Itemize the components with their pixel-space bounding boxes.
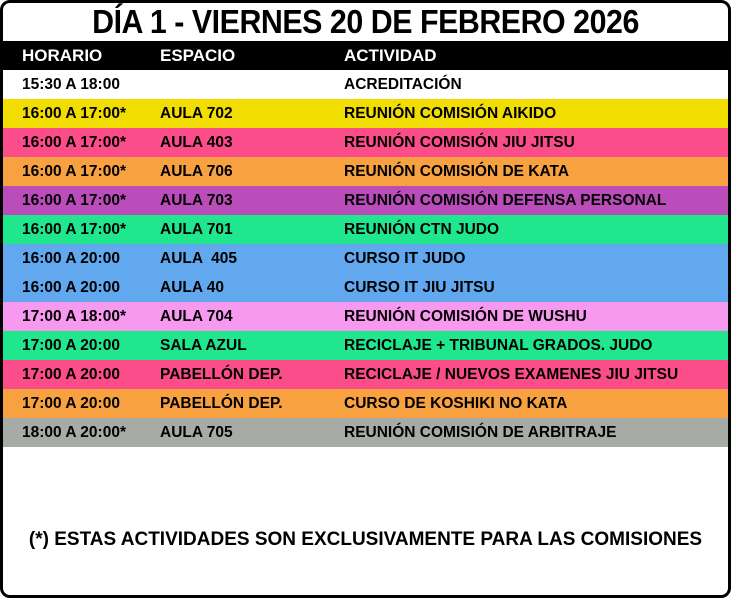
- cell-espacio: SALA AZUL: [160, 337, 247, 354]
- table-header: [3, 41, 728, 70]
- cell-horario: 17:00 A 20:00: [22, 395, 120, 412]
- cell-horario: 16:00 A 17:00*: [22, 221, 126, 238]
- cell-espacio: AULA 40: [160, 279, 225, 296]
- cell-espacio: AULA 403: [160, 134, 233, 151]
- cell-espacio: AULA 705: [160, 424, 233, 441]
- table-row: [3, 302, 728, 331]
- cell-horario: 18:00 A 20:00*: [22, 424, 126, 441]
- cell-actividad: REUNIÓN COMISIÓN JIU JITSU: [344, 134, 575, 151]
- cell-horario: 17:00 A 20:00: [22, 337, 120, 354]
- cell-horario: 16:00 A 17:00*: [22, 134, 126, 151]
- schedule-table: [3, 70, 728, 447]
- cell-espacio: AULA 706: [160, 163, 233, 180]
- cell-espacio: PABELLÓN DEP.: [160, 366, 283, 383]
- header-horario: HORARIO: [22, 46, 103, 65]
- cell-actividad: REUNIÓN COMISIÓN AIKIDO: [344, 105, 557, 122]
- cell-espacio: AULA 702: [160, 105, 233, 122]
- table-row: [3, 99, 728, 128]
- table-row: [3, 128, 728, 157]
- cell-actividad: CURSO DE KOSHIKI NO KATA: [344, 395, 568, 412]
- table-row: [3, 389, 728, 418]
- table-row: [3, 418, 728, 447]
- cell-actividad: REUNIÓN COMISIÓN DE ARBITRAJE: [344, 424, 617, 441]
- table-row: [3, 186, 728, 215]
- cell-actividad: RECICLAJE / NUEVOS EXAMENES JIU JITSU: [344, 366, 679, 383]
- footer-note: (*) ESTAS ACTIVIDADES SON EXCLUSIVAMENTE PARA LAS COMISIONES: [28, 529, 703, 550]
- cell-actividad: REUNIÓN COMISIÓN DEFENSA PERSONAL: [344, 192, 667, 209]
- cell-actividad: REUNIÓN COMISIÓN DE WUSHU: [344, 308, 587, 325]
- page-title: DÍA 1 - VIERNES 20 DE FEBRERO 2026: [92, 3, 639, 40]
- table-row: [3, 215, 728, 244]
- cell-actividad: ACREDITACIÓN: [344, 76, 462, 93]
- cell-espacio: PABELLÓN DEP.: [160, 395, 283, 412]
- cell-horario: 16:00 A 17:00*: [22, 192, 126, 209]
- table-row: [3, 331, 728, 360]
- cell-horario: 17:00 A 20:00: [22, 366, 120, 383]
- table-row: [3, 70, 728, 99]
- cell-espacio: AULA 701: [160, 221, 233, 238]
- cell-horario: 16:00 A 17:00*: [22, 105, 126, 122]
- cell-horario: 16:00 A 20:00: [22, 279, 120, 296]
- table-row: [3, 157, 728, 186]
- table-row: [3, 273, 728, 302]
- table-row: [3, 360, 728, 389]
- header-espacio: ESPACIO: [160, 46, 236, 65]
- cell-actividad: REUNIÓN COMISIÓN DE KATA: [344, 163, 570, 180]
- cell-horario: 16:00 A 20:00: [22, 250, 120, 267]
- cell-espacio: AULA 405: [160, 250, 237, 267]
- header-actividad: ACTIVIDAD: [344, 46, 437, 65]
- cell-horario: 16:00 A 17:00*: [22, 163, 126, 180]
- cell-espacio: AULA 703: [160, 192, 233, 209]
- cell-espacio: AULA 704: [160, 308, 233, 325]
- table-row: [3, 244, 728, 273]
- cell-actividad: REUNIÓN CTN JUDO: [344, 221, 500, 238]
- cell-actividad: CURSO IT JUDO: [344, 250, 466, 267]
- cell-actividad: RECICLAJE + TRIBUNAL GRADOS. JUDO: [344, 337, 653, 354]
- cell-horario: 15:30 A 18:00: [22, 76, 120, 93]
- cell-horario: 17:00 A 18:00*: [22, 308, 126, 325]
- cell-actividad: CURSO IT JIU JITSU: [344, 279, 495, 296]
